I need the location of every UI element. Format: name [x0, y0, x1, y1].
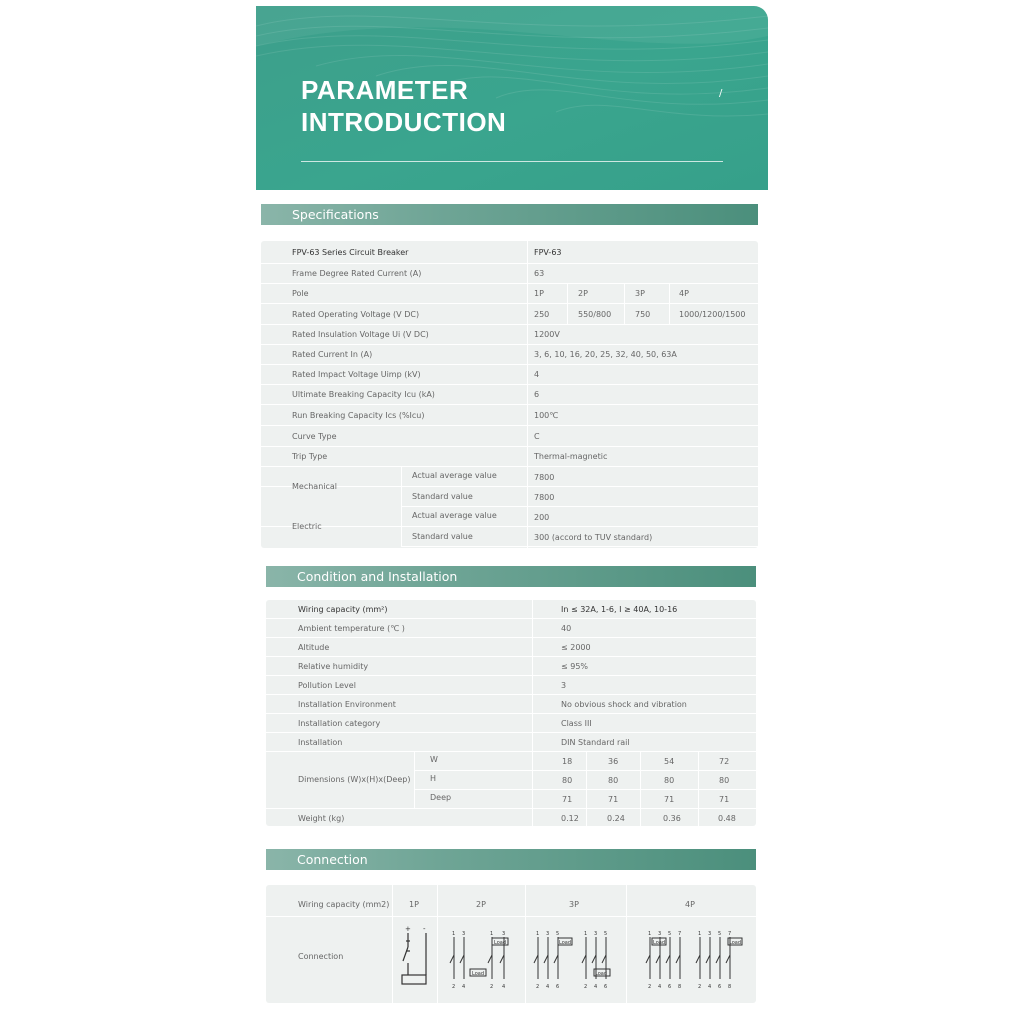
divider	[640, 752, 641, 828]
spec-value: 6	[534, 390, 540, 399]
divider	[532, 600, 533, 752]
divider	[437, 885, 438, 1003]
wiring-diagram-3p-icon	[532, 929, 620, 991]
spec-label: Rated Insulation Voltage Ui (V DC)	[292, 330, 429, 339]
svg-text:1: 1	[584, 931, 588, 937]
document-sheet	[256, 0, 768, 1024]
dimension-sub: Deep	[430, 793, 452, 802]
wiring-diagram-2p-icon	[448, 929, 516, 991]
mechanical-label: Mechanical	[292, 482, 338, 491]
page-title	[301, 74, 506, 138]
svg-text:8: 8	[728, 984, 732, 990]
divider	[401, 507, 402, 547]
pole-1p: 1P	[409, 900, 419, 909]
condition-value: ≤ 2000	[561, 643, 591, 652]
spec-value: 1000/1200/1500	[679, 310, 746, 319]
spec-label: Ultimate Breaking Capacity Icu (kA)	[292, 390, 435, 399]
svg-text:3: 3	[708, 931, 712, 937]
svg-text:2: 2	[452, 984, 456, 990]
table-row	[261, 447, 758, 467]
dimensions-label: Dimensions (W)x(H)x(Deep)	[298, 775, 411, 784]
table-row	[261, 507, 758, 527]
table-row	[266, 752, 414, 809]
dimension-sub: W	[430, 755, 438, 764]
condition-label: Pollution Level	[298, 681, 356, 690]
svg-text:4: 4	[546, 984, 550, 990]
divider	[525, 885, 526, 1003]
dimension-value: 71	[562, 795, 573, 804]
divider	[698, 752, 699, 828]
mechanical-sub1: Actual average value	[412, 471, 497, 480]
spec-value: FPV-63	[534, 248, 562, 257]
divider	[567, 284, 568, 325]
spec-value: 750	[635, 310, 651, 319]
connection-table	[266, 885, 756, 1003]
spec-value: 4P	[679, 289, 689, 298]
hero-banner	[256, 6, 768, 190]
condition-value: ≤ 95%	[561, 662, 589, 671]
svg-text:4: 4	[708, 984, 712, 990]
dimension-value: 18	[562, 757, 573, 766]
weight-value: 0.48	[718, 814, 736, 823]
spec-value: C	[534, 432, 540, 441]
svg-text:6: 6	[668, 984, 672, 990]
condition-value: In ≤ 32A, 1-6, I ≥ 40A, 10-16	[561, 605, 678, 614]
spec-label: Pole	[292, 289, 309, 298]
spec-label: FPV-63 Series Circuit Breaker	[292, 248, 409, 257]
spec-value: 1200V	[534, 330, 560, 339]
spec-value: 3P	[635, 289, 645, 298]
spec-value: 550/800	[578, 310, 612, 319]
spec-label: Rated Operating Voltage (V DC)	[292, 310, 420, 319]
svg-text:2: 2	[490, 984, 494, 990]
divider	[586, 752, 587, 828]
svg-text:7: 7	[678, 931, 682, 937]
load-label: Load	[472, 971, 484, 977]
table-row	[414, 752, 756, 771]
connection-row-label: Connection	[298, 952, 344, 961]
condition-label: Installation Environment	[298, 700, 396, 709]
weight-value: 0.24	[607, 814, 625, 823]
load-label: Load	[595, 971, 607, 977]
load-label: Load	[494, 940, 506, 946]
table-row	[414, 790, 756, 809]
condition-label: Altitude	[298, 643, 330, 652]
svg-text:2: 2	[584, 984, 588, 990]
load-label: Load	[559, 940, 571, 946]
spec-value: 63	[534, 269, 545, 278]
specifications-table	[261, 241, 758, 548]
svg-text:3: 3	[594, 931, 598, 937]
divider	[392, 885, 393, 1003]
dimension-value: 80	[562, 776, 573, 785]
svg-text:6: 6	[604, 984, 608, 990]
table-row	[414, 771, 756, 790]
divider	[532, 752, 533, 828]
svg-text:8: 8	[678, 984, 682, 990]
spec-value: 4	[534, 370, 540, 379]
dimension-value: 71	[608, 795, 619, 804]
condition-label: Installation	[298, 738, 343, 747]
spec-label: Curve Type	[292, 432, 337, 441]
dimension-value: 72	[719, 757, 730, 766]
minus-sign: -	[423, 925, 426, 933]
condition-label: Relative humidity	[298, 662, 369, 671]
dimension-sub: H	[430, 774, 437, 783]
electric-val1: 200	[534, 513, 550, 522]
svg-text:3: 3	[502, 931, 506, 937]
svg-text:7: 7	[728, 931, 732, 937]
pole-4p: 4P	[685, 900, 695, 909]
svg-text:2: 2	[648, 984, 652, 990]
dimension-value: 80	[608, 776, 619, 785]
svg-text:1: 1	[490, 931, 494, 937]
svg-text:3: 3	[546, 931, 550, 937]
spec-value: Thermal-magnetic	[534, 452, 608, 461]
spec-value: 100℃	[534, 411, 559, 420]
condition-value: Class III	[561, 719, 592, 728]
section-header-condition: Condition and Installation	[266, 566, 756, 587]
spec-value: 3, 6, 10, 16, 20, 25, 32, 40, 50, 63A	[534, 350, 677, 359]
svg-text:1: 1	[452, 931, 456, 937]
plus-sign: +	[405, 925, 411, 933]
svg-text:4: 4	[658, 984, 662, 990]
svg-text:6: 6	[718, 984, 722, 990]
svg-text:2: 2	[536, 984, 540, 990]
dimension-value: 54	[664, 757, 675, 766]
section-header-specifications: Specifications	[261, 204, 758, 225]
weight-value: 0.36	[663, 814, 681, 823]
svg-text:5: 5	[668, 931, 672, 937]
mechanical-val2: 7800	[534, 493, 555, 502]
divider	[414, 752, 415, 809]
electric-sub2: Standard value	[412, 532, 473, 541]
spec-value: 2P	[578, 289, 588, 298]
svg-text:5: 5	[718, 931, 722, 937]
weight-label: Weight (kg)	[298, 814, 345, 823]
mechanical-val1: 7800	[534, 473, 555, 482]
connection-header-label: Wiring capacity (mm2)	[298, 900, 390, 909]
spec-label: Rated Impact Voltage Uimp (kV)	[292, 370, 421, 379]
table-row	[266, 638, 756, 657]
spec-label: Frame Degree Rated Current (A)	[292, 269, 422, 278]
spec-label: Run Breaking Capacity Ics (%Icu)	[292, 411, 425, 420]
spec-label: Trip Type	[292, 452, 328, 461]
dimension-value: 80	[719, 776, 730, 785]
dimension-value: 71	[664, 795, 675, 804]
electric-sub1: Actual average value	[412, 511, 497, 520]
divider	[624, 284, 625, 325]
condition-label: Installation category	[298, 719, 381, 728]
pole-2p: 2P	[476, 900, 486, 909]
dimension-value: 36	[608, 757, 619, 766]
divider	[626, 885, 627, 1003]
svg-text:5: 5	[604, 931, 608, 937]
condition-value: 3	[561, 681, 567, 690]
svg-text:4: 4	[594, 984, 598, 990]
spec-value: 1P	[534, 289, 544, 298]
svg-text:3: 3	[658, 931, 662, 937]
electric-label: Electric	[292, 522, 322, 531]
condition-table	[266, 600, 756, 826]
svg-text:1: 1	[648, 931, 652, 937]
svg-text:6: 6	[556, 984, 560, 990]
page-title-line1: PARAMETER	[301, 75, 469, 105]
wiring-diagram-4p-icon	[644, 929, 744, 991]
electric-val2: 300 (accord to TUV standard)	[534, 533, 653, 542]
svg-text:5: 5	[556, 931, 560, 937]
dimension-value: 80	[664, 776, 675, 785]
svg-text:4: 4	[502, 984, 506, 990]
pole-3p: 3P	[569, 900, 579, 909]
hero-divider	[301, 161, 723, 162]
spec-value: 250	[534, 310, 550, 319]
dimension-value: 71	[719, 795, 730, 804]
wiring-diagram-1p-icon	[396, 925, 434, 991]
section-header-connection: Connection	[266, 849, 756, 870]
divider	[669, 284, 670, 325]
load-label: Load	[653, 940, 665, 946]
hero-slash-mark: /	[719, 88, 723, 99]
svg-text:1: 1	[536, 931, 540, 937]
page-title-line2: INTRODUCTION	[301, 107, 507, 137]
svg-text:2: 2	[698, 984, 702, 990]
condition-value: DIN Standard rail	[561, 738, 630, 747]
mechanical-sub2: Standard value	[412, 492, 473, 501]
svg-text:4: 4	[462, 984, 466, 990]
condition-label: Ambient temperature (℃ )	[298, 624, 405, 633]
condition-value: No obvious shock and vibration	[561, 700, 687, 709]
weight-value: 0.12	[561, 814, 579, 823]
divider	[401, 467, 402, 507]
condition-value: 40	[561, 624, 572, 633]
svg-text:3: 3	[462, 931, 466, 937]
load-label: Load	[729, 940, 741, 946]
condition-label: Wiring capacity (mm²)	[298, 605, 388, 614]
spec-label: Rated Current In (A)	[292, 350, 373, 359]
svg-text:1: 1	[698, 931, 702, 937]
